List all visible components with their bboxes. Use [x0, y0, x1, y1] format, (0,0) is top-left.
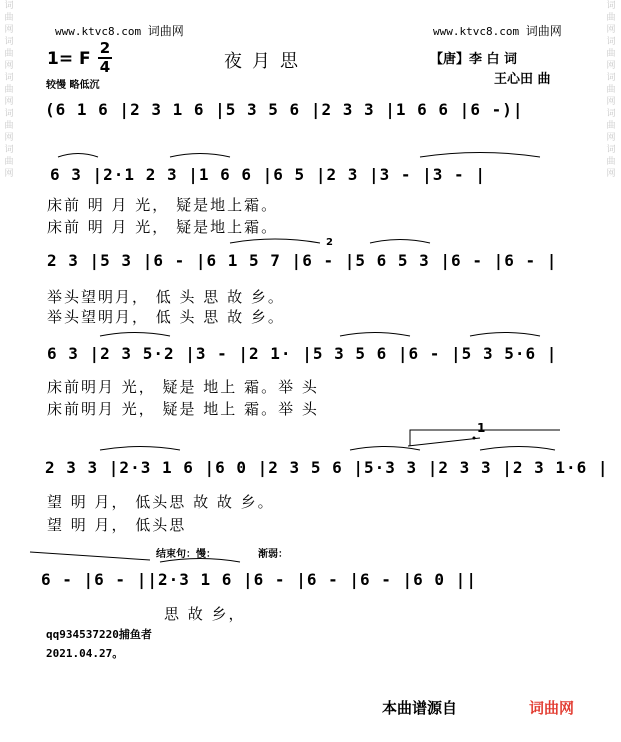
crescendo-hairpin: [408, 438, 480, 446]
slur: [350, 447, 420, 451]
side-watermark-right: 词曲网词曲网词曲网词曲网词曲网: [606, 1, 616, 179]
watermark-top-right: www.ktvc8.com 词曲网: [433, 24, 562, 38]
key-signature: 1= F: [47, 49, 91, 69]
row4-notes: 2 3 3 |2·3 1 6 |6 0 |2 3 5 6 |5·3 3 |2 3 3 |2 3 1·6 |: [45, 458, 609, 477]
row3-lyric1: 床前明月 光， 疑是 地上 霜。举 头: [47, 378, 319, 396]
composer: 王心田 曲: [494, 72, 551, 87]
source-brand: 词曲网: [529, 699, 575, 717]
slur: [340, 333, 410, 337]
slur: [100, 447, 180, 451]
row2-lyric1: 举头望明月， 低 头 思 故 乡。: [47, 288, 285, 306]
row3-lyric2: 床前明月 光， 疑是 地上 霜。举 头: [47, 400, 319, 418]
tempo-marking: 较慢 略低沉: [46, 80, 100, 91]
slur: [100, 333, 170, 337]
decrescendo-line: [30, 552, 150, 560]
transcriber-credit: qq934537220捕鱼者: [46, 628, 152, 641]
meter-bottom: 4: [99, 58, 111, 76]
slur: [230, 239, 320, 243]
slur: [160, 559, 240, 563]
slur: [420, 153, 540, 158]
slur: [470, 333, 540, 337]
row2-lyric2: 举头望明月， 低 头 思 故 乡。: [47, 308, 285, 326]
row2-notes: 2 3 |5 3 |6 - |6 1 5 7 |6 - |5 6 5 3 |6 - |6 - |: [47, 251, 558, 270]
row4-lyric1: 望 明 月， 低头思 故 故 乡。: [47, 493, 275, 511]
source-label: 本曲谱源自: [382, 699, 458, 717]
lyricist: 【唐】李 白 词: [430, 52, 518, 67]
slur: [370, 240, 430, 244]
dynamic-marking: 渐弱：: [258, 549, 288, 560]
row3-notes: 6 3 |2 3 5·2 |3 - |2 1· |5 3 5 6 |6 - |5 3 5·6 |: [47, 344, 558, 363]
slur: [58, 154, 98, 158]
watermark-top-left: www.ktvc8.com 词曲网: [55, 24, 184, 38]
song-title: 夜月思: [224, 51, 308, 72]
row1-lyric1: 床前 明 月 光， 疑是地上霜。: [47, 196, 279, 214]
transcription-date: 2021.04.27。: [46, 647, 124, 660]
row5-notes: 6 - |6 - ||2·3 1 6 |6 - |6 - |6 - |6 0 ||: [41, 570, 477, 589]
row2-bracket-number: 2: [326, 237, 333, 248]
slur: [170, 154, 230, 158]
volta-number: 1: [477, 421, 486, 435]
slur: [480, 447, 555, 451]
side-watermark-left: 词曲网词曲网词曲网词曲网词曲网: [4, 1, 14, 179]
ending-label: 结束句：慢：: [156, 549, 216, 560]
row5-lyric1: 思 故 乡，: [164, 605, 246, 623]
row4-lyric2: 望 明 月， 低头思: [47, 516, 187, 534]
row1-lyric2: 床前 明 月 光， 疑是地上霜。: [47, 218, 279, 236]
row1-notes: 6 3 |2·1 2 3 |1 6 6 |6 5 |2 3 |3 - |3 - |: [50, 165, 486, 184]
meter-top: 2: [99, 39, 111, 57]
intro-notes: (6 1 6 |2 3 1 6 |5 3 5 6 |2 3 3 |1 6 6 |6 -)|: [45, 100, 524, 119]
dot: [473, 437, 476, 440]
